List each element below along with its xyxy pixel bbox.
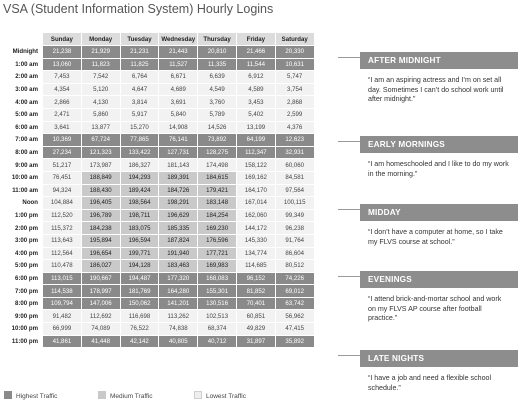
table-cell: 66,999: [43, 323, 82, 336]
table-cell: 167,014: [236, 197, 275, 210]
table-row: [3, 46, 315, 59]
legend-swatch-high: [4, 391, 12, 399]
table-cell: 99,349: [275, 209, 314, 222]
table-cell: 127,731: [159, 146, 198, 159]
table-cell: 155,301: [198, 285, 237, 298]
table-row: [3, 335, 315, 348]
hourly-logins-table: [2, 32, 315, 348]
row-label: 2:00 pm: [3, 222, 43, 235]
table-row: [3, 146, 315, 159]
table-cell: 112,520: [43, 209, 82, 222]
table-cell: 5,402: [236, 108, 275, 121]
table-cell: 116,698: [120, 310, 159, 323]
table-cell: 67,724: [81, 134, 120, 147]
legend-item-high: [4, 391, 57, 400]
row-label: 5:00 pm: [3, 260, 43, 273]
table-cell: 77,865: [120, 134, 159, 147]
callout-title: LATE NIGHTS: [360, 350, 518, 367]
table-cell: 47,415: [275, 323, 314, 336]
header-row: [3, 33, 315, 46]
callout-late-nights: [360, 350, 518, 399]
column-header: Thursday: [198, 33, 237, 46]
table-cell: 177,721: [198, 247, 237, 260]
table-cell: 64,199: [236, 134, 275, 147]
table-cell: 73,892: [198, 134, 237, 147]
table-cell: 168,083: [198, 272, 237, 285]
table-cell: 114,538: [43, 285, 82, 298]
table-cell: 14,526: [198, 121, 237, 134]
table-cell: 114,685: [236, 260, 275, 273]
table-header: [3, 33, 315, 46]
table-cell: 162,060: [236, 209, 275, 222]
table-cell: 186,327: [120, 159, 159, 172]
table-cell: 184,238: [81, 222, 120, 235]
table-row: [3, 171, 315, 184]
table-cell: 179,421: [198, 184, 237, 197]
header-corner: [3, 33, 43, 46]
table-cell: 3,760: [198, 96, 237, 109]
row-label: 9:00 pm: [3, 310, 43, 323]
row-label: 7:00 pm: [3, 285, 43, 298]
table-cell: 109,794: [43, 297, 82, 310]
table-cell: 130,516: [198, 297, 237, 310]
row-label: 9:00 am: [3, 159, 43, 172]
table-cell: 4,647: [120, 83, 159, 96]
column-header: Friday: [236, 33, 275, 46]
table-cell: 158,122: [236, 159, 275, 172]
table-cell: 27,234: [43, 146, 82, 159]
table-row: [3, 159, 315, 172]
table-cell: 134,774: [236, 247, 275, 260]
table-cell: 11,335: [198, 58, 237, 71]
table-row: [3, 121, 315, 134]
table-cell: 41,861: [43, 335, 82, 348]
table-cell: 11,544: [236, 58, 275, 71]
table-cell: 185,335: [159, 222, 198, 235]
table-cell: 40,805: [159, 335, 198, 348]
table-row: [3, 272, 315, 285]
table-row: [3, 234, 315, 247]
row-label: 10:00 pm: [3, 323, 43, 336]
row-label: 4:00 am: [3, 96, 43, 109]
table-cell: 12,623: [275, 134, 314, 147]
row-label: 4:00 pm: [3, 247, 43, 260]
table-cell: 198,564: [120, 197, 159, 210]
table-cell: 13,877: [81, 121, 120, 134]
table-cell: 81,852: [236, 285, 275, 298]
page-title: VSA (Student Information System) Hourly Logins: [3, 2, 274, 16]
table-cell: 20,330: [275, 46, 314, 59]
table-cell: 94,324: [43, 184, 82, 197]
table-cell: 31,897: [236, 335, 275, 348]
table-cell: 184,726: [159, 184, 198, 197]
table-cell: 133,422: [120, 146, 159, 159]
table-cell: 42,142: [120, 335, 159, 348]
table-cell: 196,654: [81, 247, 120, 260]
table-cell: 128,275: [198, 146, 237, 159]
table-cell: 76,141: [159, 134, 198, 147]
table-cell: 196,405: [81, 197, 120, 210]
row-label: 6:00 pm: [3, 272, 43, 285]
table-cell: 80,512: [275, 260, 314, 273]
legend-swatch-low: [194, 391, 202, 399]
table-cell: 56,962: [275, 310, 314, 323]
table-cell: 3,814: [120, 96, 159, 109]
row-label: 3:00 am: [3, 83, 43, 96]
table-cell: 21,466: [236, 46, 275, 59]
legend-item-low: [194, 391, 246, 400]
table-row: [3, 310, 315, 323]
table-cell: 63,742: [275, 297, 314, 310]
table-cell: 74,089: [81, 323, 120, 336]
table-cell: 15,270: [120, 121, 159, 134]
table-cell: 184,254: [198, 209, 237, 222]
table-cell: 5,747: [275, 71, 314, 84]
table-row: [3, 323, 315, 336]
table-cell: 189,424: [120, 184, 159, 197]
table-cell: 141,201: [159, 297, 198, 310]
table-cell: 181,143: [159, 159, 198, 172]
row-label: 6:00 am: [3, 121, 43, 134]
row-label: 10:00 am: [3, 171, 43, 184]
table-cell: 10,369: [43, 134, 82, 147]
table-cell: 2,471: [43, 108, 82, 121]
table-row: [3, 108, 315, 121]
row-label: 1:00 am: [3, 58, 43, 71]
table-cell: 21,929: [81, 46, 120, 59]
table-cell: 199,771: [120, 247, 159, 260]
callout-title: EVENINGS: [360, 271, 518, 288]
table-cell: 198,291: [159, 197, 198, 210]
table-cell: 14,908: [159, 121, 198, 134]
table-cell: 194,293: [120, 171, 159, 184]
row-label: 1:00 pm: [3, 209, 43, 222]
table-cell: 190,667: [81, 272, 120, 285]
table-cell: 41,448: [81, 335, 120, 348]
callout-quote: “I attend brick-and-mortar school and work on my FLVS AP course after football practice.”: [360, 288, 518, 330]
table-cell: 174,498: [198, 159, 237, 172]
legend-label-low: Lowest Traffic: [206, 393, 246, 400]
table-cell: 6,764: [120, 71, 159, 84]
table-cell: 32,931: [275, 146, 314, 159]
table-cell: 178,997: [81, 285, 120, 298]
table-row: [3, 184, 315, 197]
table-cell: 145,330: [236, 234, 275, 247]
table-cell: 70,401: [236, 297, 275, 310]
table-cell: 104,884: [43, 197, 82, 210]
legend-label-high: Highest Traffic: [16, 393, 58, 400]
table-row: [3, 297, 315, 310]
table-cell: 112,564: [43, 247, 82, 260]
table-cell: 173,987: [81, 159, 120, 172]
table-cell: 169,230: [198, 222, 237, 235]
table-cell: 113,015: [43, 272, 82, 285]
callouts-panel: [340, 48, 518, 404]
table-cell: 40,712: [198, 335, 237, 348]
table-cell: 2,599: [275, 108, 314, 121]
table-cell: 144,172: [236, 222, 275, 235]
table-cell: 11,825: [120, 58, 159, 71]
table-cell: 121,323: [81, 146, 120, 159]
table-cell: 11,527: [159, 58, 198, 71]
column-header: Sunday: [43, 33, 82, 46]
table-cell: 181,769: [120, 285, 159, 298]
callout-quote: “I am homeschooled and I like to do my work in the morning.”: [360, 153, 518, 185]
legend: [4, 391, 324, 405]
table-cell: 3,691: [159, 96, 198, 109]
table-cell: 51,217: [43, 159, 82, 172]
table-cell: 49,829: [236, 323, 275, 336]
table-cell: 68,374: [198, 323, 237, 336]
table-cell: 4,354: [43, 83, 82, 96]
table-cell: 4,589: [236, 83, 275, 96]
table-cell: 188,849: [81, 171, 120, 184]
table-cell: 191,940: [159, 247, 198, 260]
table-cell: 3,453: [236, 96, 275, 109]
table-cell: 110,478: [43, 260, 82, 273]
table-row: [3, 222, 315, 235]
callout-quote: “I am an aspiring actress and I’m on set all day. Sometimes I can’t do school work until after midnight.”: [360, 69, 518, 111]
table-cell: 5,860: [81, 108, 120, 121]
table-cell: 60,060: [275, 159, 314, 172]
callout-pointer: [338, 355, 360, 356]
table-cell: 196,789: [81, 209, 120, 222]
table-cell: 195,894: [81, 234, 120, 247]
callout-pointer: [338, 141, 360, 142]
callout-pointer: [338, 276, 360, 277]
callout-title: MIDDAY: [360, 204, 518, 221]
table-cell: 6,912: [236, 71, 275, 84]
column-header: Wednesday: [159, 33, 198, 46]
table-cell: 13,199: [236, 121, 275, 134]
table-cell: 4,376: [275, 121, 314, 134]
row-label: 3:00 pm: [3, 234, 43, 247]
table-cell: 183,463: [159, 260, 198, 273]
table-cell: 189,391: [159, 171, 198, 184]
table-cell: 96,152: [236, 272, 275, 285]
table-cell: 150,062: [120, 297, 159, 310]
table-cell: 4,549: [198, 83, 237, 96]
table-cell: 10,631: [275, 58, 314, 71]
table-cell: 186,027: [81, 260, 120, 273]
table-row: [3, 260, 315, 273]
table-row: [3, 247, 315, 260]
table-cell: 5,840: [159, 108, 198, 121]
table-cell: 147,006: [81, 297, 120, 310]
row-label: 11:00 am: [3, 184, 43, 197]
table-cell: 60,851: [236, 310, 275, 323]
table-cell: 183,148: [198, 197, 237, 210]
table-cell: 113,643: [43, 234, 82, 247]
table-cell: 113,262: [159, 310, 198, 323]
table-row: [3, 134, 315, 147]
table-cell: 169,162: [236, 171, 275, 184]
table-cell: 183,075: [120, 222, 159, 235]
row-label: 7:00 am: [3, 134, 43, 147]
table-cell: 3,641: [43, 121, 82, 134]
table-cell: 91,764: [275, 234, 314, 247]
table-cell: 91,482: [43, 310, 82, 323]
table-cell: 11,823: [81, 58, 120, 71]
table-cell: 164,280: [159, 285, 198, 298]
table-cell: 187,824: [159, 234, 198, 247]
table-cell: 74,226: [275, 272, 314, 285]
table-cell: 198,711: [120, 209, 159, 222]
table-row: [3, 197, 315, 210]
table-cell: 194,487: [120, 272, 159, 285]
legend-label-medium: Medium Traffic: [110, 393, 153, 400]
table-cell: 76,451: [43, 171, 82, 184]
table-cell: 6,671: [159, 71, 198, 84]
table-cell: 112,692: [81, 310, 120, 323]
table-body: [3, 46, 315, 348]
table-cell: 96,238: [275, 222, 314, 235]
callout-title: EARLY MORNINGS: [360, 136, 518, 153]
table-row: [3, 285, 315, 298]
table-row: [3, 83, 315, 96]
table-cell: 21,231: [120, 46, 159, 59]
table-row: [3, 96, 315, 109]
table-cell: 86,604: [275, 247, 314, 260]
table-cell: 112,347: [236, 146, 275, 159]
table-cell: 4,689: [159, 83, 198, 96]
table-cell: 188,430: [81, 184, 120, 197]
callout-evenings: [360, 271, 518, 330]
table-row: [3, 209, 315, 222]
table-cell: 184,615: [198, 171, 237, 184]
table-cell: 21,443: [159, 46, 198, 59]
table-cell: 196,594: [120, 234, 159, 247]
table-cell: 97,564: [275, 184, 314, 197]
table-cell: 5,789: [198, 108, 237, 121]
legend-item-medium: [98, 391, 153, 400]
table-cell: 84,581: [275, 171, 314, 184]
table-cell: 69,012: [275, 285, 314, 298]
table-cell: 7,453: [43, 71, 82, 84]
table-row: [3, 71, 315, 84]
table-cell: 177,320: [159, 272, 198, 285]
table-cell: 169,983: [198, 260, 237, 273]
callout-after-midnight: [360, 52, 518, 111]
table-cell: 115,372: [43, 222, 82, 235]
table-cell: 7,542: [81, 71, 120, 84]
table-cell: 2,866: [43, 96, 82, 109]
table-cell: 100,115: [275, 197, 314, 210]
row-label: 8:00 pm: [3, 297, 43, 310]
table-row: [3, 58, 315, 71]
table-cell: 176,596: [198, 234, 237, 247]
table-cell: 76,522: [120, 323, 159, 336]
table-cell: 196,629: [159, 209, 198, 222]
callout-quote: “I don’t have a computer at home, so I take my FLVS course at school.”: [360, 221, 518, 253]
table-cell: 5,120: [81, 83, 120, 96]
callout-midday: [360, 204, 518, 253]
row-label: 11:00 pm: [3, 335, 43, 348]
table-cell: 21,238: [43, 46, 82, 59]
column-header: Saturday: [275, 33, 314, 46]
row-label: 2:00 am: [3, 71, 43, 84]
table-cell: 194,128: [120, 260, 159, 273]
row-label: 8:00 am: [3, 146, 43, 159]
table-cell: 3,754: [275, 83, 314, 96]
callout-quote: “I have a job and need a flexible school schedule.”: [360, 367, 518, 399]
callout-pointer: [338, 209, 360, 210]
row-label: Noon: [3, 197, 43, 210]
table-cell: 13,060: [43, 58, 82, 71]
table-cell: 4,130: [81, 96, 120, 109]
callout-title: AFTER MIDNIGHT: [360, 52, 518, 69]
row-label: 5:00 am: [3, 108, 43, 121]
row-label: Midnight: [3, 46, 43, 59]
table-cell: 2,868: [275, 96, 314, 109]
table-cell: 102,513: [198, 310, 237, 323]
table-cell: 164,170: [236, 184, 275, 197]
table-cell: 6,639: [198, 71, 237, 84]
column-header: Tuesday: [120, 33, 159, 46]
table-cell: 5,917: [120, 108, 159, 121]
callout-pointer: [338, 57, 360, 58]
legend-swatch-medium: [98, 391, 106, 399]
callout-early-mornings: [360, 136, 518, 185]
table-cell: 35,892: [275, 335, 314, 348]
column-header: Monday: [81, 33, 120, 46]
table-cell: 20,810: [198, 46, 237, 59]
table-cell: 74,838: [159, 323, 198, 336]
